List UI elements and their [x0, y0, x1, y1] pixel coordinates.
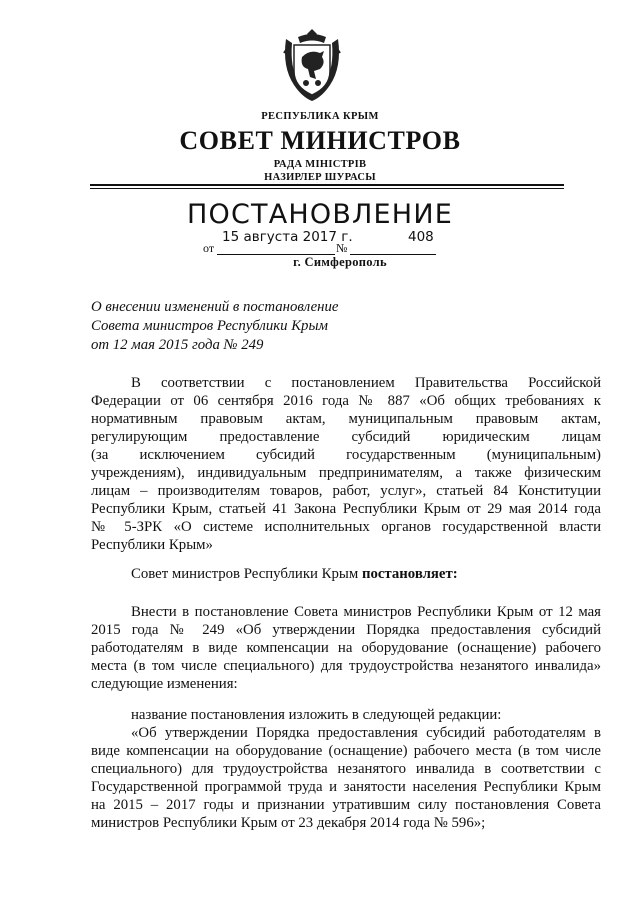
paragraph-line: следующие изменения: [91, 676, 238, 692]
paragraph-line: (за исключением субсидий государственным (муниципальным) [91, 447, 601, 463]
paragraph-line: места (в том числе специального) для трудоустройства незанятого инвалида» [91, 658, 601, 674]
paragraph-line: учреждениям), индивидуальным предпринимателям, а также физическим [91, 465, 601, 481]
quote-line: на 2015 – 2017 годы и признании утратившим силу постановления Совета [91, 797, 601, 813]
quote-line: виде компенсации на оборудование (оснащение) рабочего места (в том числе [91, 743, 601, 759]
paragraph-line: 2015 года № 249 «Об утверждении Порядка предоставления субсидий [91, 622, 601, 638]
quote-line: «Об утверждении Порядка предоставления субсидий работодателям в [131, 725, 601, 741]
quote-line: министров Республики Крым от 23 декабря 2014 года № 596»; [91, 815, 486, 831]
number-prefix: № [336, 241, 348, 255]
document-number: 408 [408, 229, 434, 245]
subject-line: Совета министров Республики Крым [91, 318, 328, 334]
paragraph-line: работодателям в виде компенсации на оборудование (оснащение) рабочего [91, 640, 601, 656]
document-type-title: ПОСТАНОВЛЕНИЕ [187, 199, 453, 230]
date-prefix: от [203, 241, 215, 255]
subject-line: от 12 мая 2015 года № 249 [91, 337, 264, 353]
header-rule-thin [90, 188, 564, 189]
paragraph-line: лицам – производителям товаров, работ, услуг», статьей 84 Конституции [91, 483, 601, 499]
paragraph-line: регулирующим предоставление субсидий юридическим лицам [91, 429, 601, 445]
paragraph-line: нормативным правовым актам, муниципальным правовым актам, [91, 411, 601, 427]
coat-of-arms-emblem [280, 27, 344, 103]
organization-title: СОВЕТ МИНИСТРОВ [179, 126, 461, 155]
resolves-lead: Совет министров Республики Крым [131, 566, 359, 582]
document-subject [91, 298, 338, 355]
resolves-verb: постановляет: [361, 566, 458, 582]
amendment-item: название постановления изложить в следующей редакции: [131, 707, 502, 723]
city-name: г. Симферополь [293, 255, 387, 269]
paragraph-line: Республики Крым, статьей 41 Закона Республики Крым от 29 мая 2014 года [91, 501, 601, 517]
resolves-line [131, 566, 458, 583]
quote-line: Государственной программой труда и занятости населения Республики Крым [91, 779, 601, 795]
paragraph-line: № 5-ЗРК «О системе исполнительных органов государственной власти [91, 519, 601, 535]
paragraph-line: Внести в постановление Совета министров Республики Крым от 12 мая [131, 604, 601, 620]
paragraph-line: Федерации от 06 сентября 2016 года № 887 «Об общих требованиях к [91, 393, 601, 409]
republic-name: РЕСПУБЛИКА КРЫМ [261, 111, 379, 122]
document-date: 15 августа 2017 г. [222, 229, 353, 245]
quote-line: специального) для трудоустройства незанятого инвалида в соответствии с [91, 761, 601, 777]
header-rule-thick [90, 184, 564, 186]
organization-title-crimean-tatar: НАЗИРЛЕР ШУРАСЫ [264, 172, 376, 183]
subject-line: О внесении изменений в постановление [91, 299, 339, 315]
paragraph-line: В соответствии с постановлением Правительства Российской [131, 375, 601, 391]
organization-title-ukrainian: РАДА МІНІСТРІВ [273, 159, 367, 170]
paragraph-line: Республики Крым» [91, 537, 213, 553]
organization-subtitles [0, 158, 640, 184]
